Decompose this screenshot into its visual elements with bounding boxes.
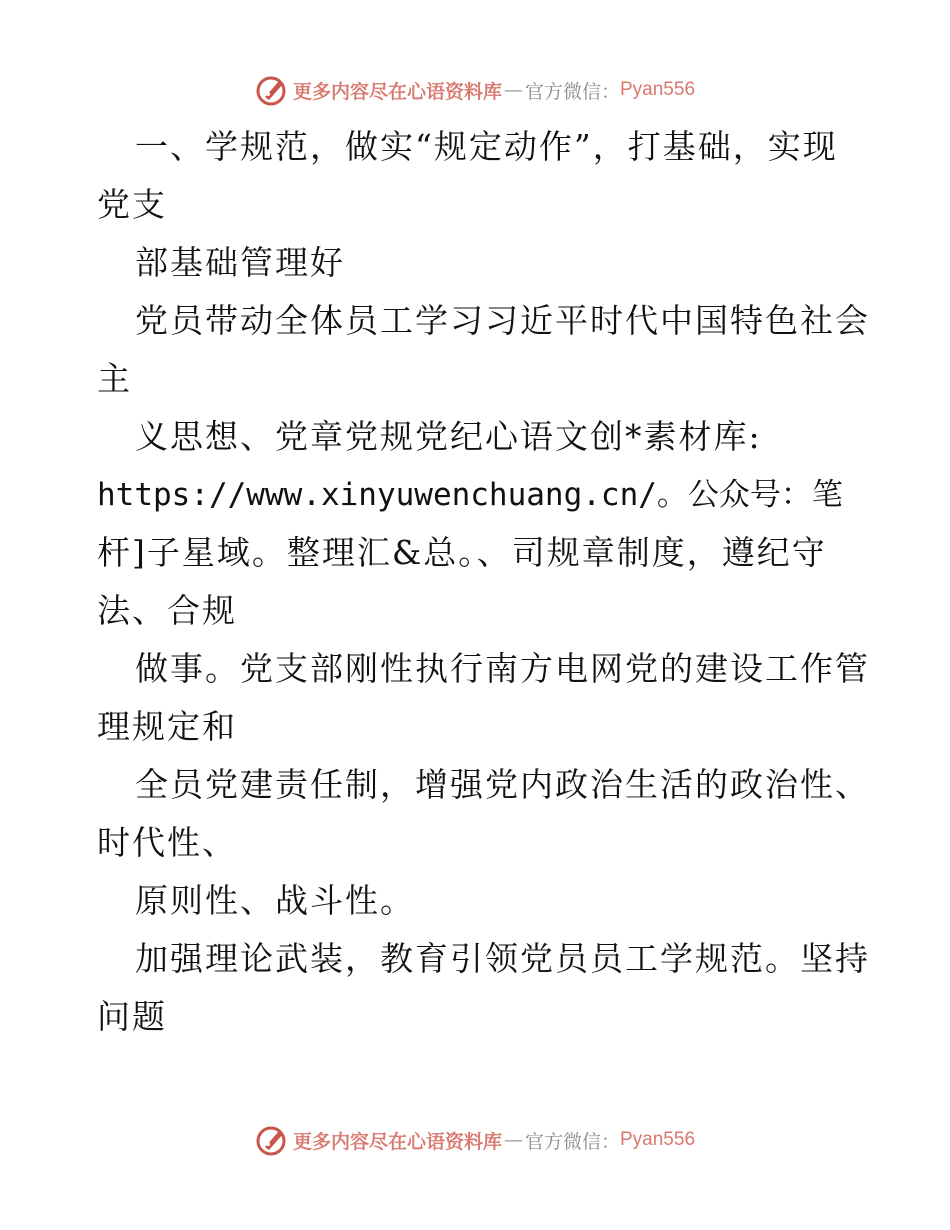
paragraph-line: 法、合规 — [97, 591, 237, 630]
paragraph-line: 加强理论武装，教育引领党员员工学规范。坚持 — [135, 939, 870, 978]
paragraph-line: 党支 — [97, 185, 167, 224]
paragraph-line: 时代性、 — [97, 823, 237, 862]
banner-wechat-id: Pyan556 — [620, 1129, 696, 1150]
banner-wechat-id: Pyan556 — [620, 79, 696, 100]
banner-separator: — — [503, 79, 523, 101]
pen-logo-icon — [255, 1123, 289, 1157]
footer-watermark — [0, 1120, 950, 1160]
paragraph-line: 理规定和 — [97, 707, 237, 746]
paragraph-line: 原则性、战斗性。 — [135, 881, 415, 920]
paragraph-line: 全员党建责任制，增强党内政治生活的政治性、 — [135, 765, 870, 804]
document-body — [97, 118, 870, 1046]
paragraph-line: 党员带动全体员工学习习近平时代中国特色社会 — [135, 301, 870, 340]
paragraph-line: 义思想、党章党规党纪心语文创*素材库: — [135, 417, 762, 456]
banner-main-text: 更多内容尽在心语资料库 — [292, 1130, 502, 1153]
banner-wechat-label: 官方微信： — [524, 1130, 620, 1153]
paragraph-line: 问题 — [97, 997, 167, 1036]
header-watermark — [0, 70, 950, 110]
banner-wechat-label: 官方微信： — [524, 80, 620, 103]
url-line: https://www.xinyuwenchuang.cn/。公众号：笔 — [97, 477, 843, 513]
banner-main-text: 更多内容尽在心语资料库 — [292, 80, 502, 103]
banner-separator: — — [503, 1129, 523, 1151]
paragraph-line: 杆]子星域。整理汇&总。、司规章制度，遵纪守 — [97, 533, 827, 572]
paragraph-line: 做事。党支部刚性执行南方电网党的建设工作管 — [135, 649, 870, 688]
paragraph-line: 部基础管理好 — [135, 243, 345, 282]
paragraph-line: 一、学规范，做实“规定动作”，打基础，实现 — [135, 127, 838, 166]
paragraph-line: 主 — [97, 359, 132, 398]
pen-logo-icon — [255, 73, 289, 107]
